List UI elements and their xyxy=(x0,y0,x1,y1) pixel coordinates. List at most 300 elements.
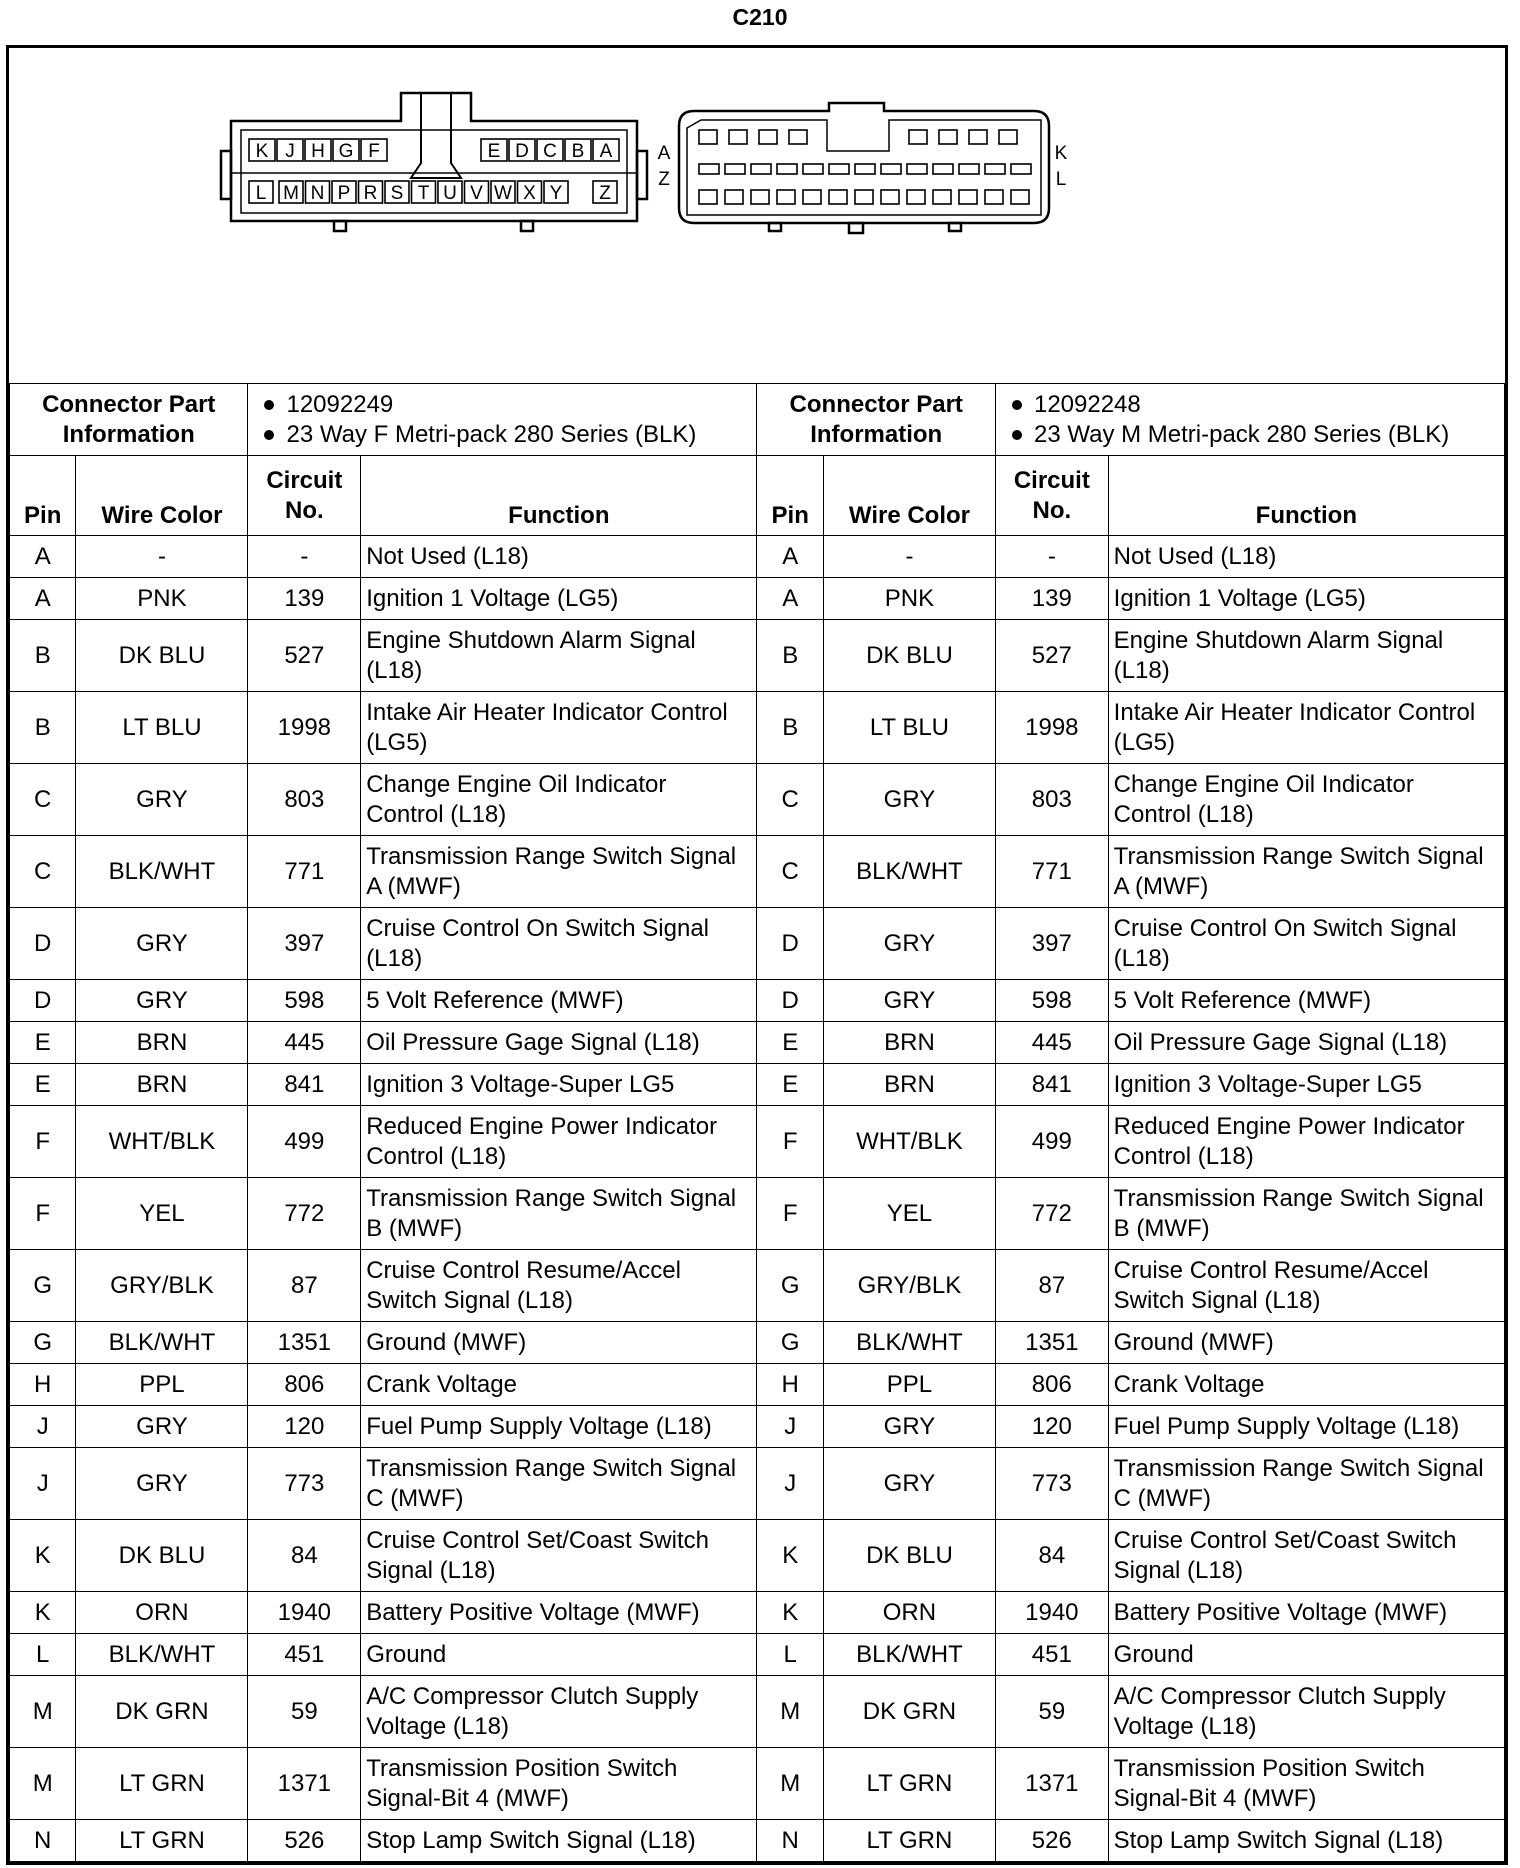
wire-color-cell: BRN xyxy=(823,1064,995,1106)
wire-color-cell: - xyxy=(76,536,248,578)
function-line: Crank Voltage xyxy=(1113,1370,1265,1398)
circuit-cell: 1351 xyxy=(995,1322,1108,1364)
header-pin: Pin xyxy=(10,456,76,536)
wire-color-cell: DK BLU xyxy=(823,1520,995,1592)
table-row xyxy=(10,1748,1505,1820)
function-line: Transmission Range Switch Signal xyxy=(366,842,737,870)
circuit-cell: 397 xyxy=(248,908,361,980)
circuit-cell: 526 xyxy=(248,1820,361,1862)
circuit-cell: 120 xyxy=(995,1406,1108,1448)
function-cell xyxy=(1108,1064,1504,1106)
wire-color-cell: DK BLU xyxy=(76,620,248,692)
pinout-table xyxy=(9,383,1505,1862)
function-line: Battery Positive Voltage (MWF) xyxy=(366,1598,700,1626)
function-line: Intake Air Heater Indicator Control xyxy=(1113,698,1476,726)
pin-cell: H xyxy=(757,1364,823,1406)
right-part-number: 12092248 xyxy=(1002,390,1498,420)
male-pin-cavity xyxy=(751,190,769,204)
wire-color-cell: PPL xyxy=(76,1364,248,1406)
circuit-cell: 451 xyxy=(248,1634,361,1676)
function-line: Ignition 1 Voltage (LG5) xyxy=(1113,584,1366,612)
function-cell xyxy=(1108,1406,1504,1448)
header-function: Function xyxy=(1108,456,1504,536)
function-line: A (MWF) xyxy=(366,872,461,900)
function-cell xyxy=(361,1064,757,1106)
pin-cell: D xyxy=(757,908,823,980)
pin-cell: B xyxy=(10,692,76,764)
female-pin-label: D xyxy=(515,141,529,162)
male-label-left-bottom: Z xyxy=(658,169,670,190)
function-cell xyxy=(1108,836,1504,908)
function-line: Transmission Range Switch Signal xyxy=(1113,1184,1484,1212)
circuit-cell: 772 xyxy=(248,1178,361,1250)
circuit-cell: 772 xyxy=(995,1178,1108,1250)
pin-cell: M xyxy=(10,1748,76,1820)
male-label-right-bottom: L xyxy=(1055,169,1067,190)
function-cell xyxy=(361,836,757,908)
female-pin-label: W xyxy=(494,183,512,204)
function-cell xyxy=(361,578,757,620)
function-line: A (MWF) xyxy=(1113,872,1209,900)
connector-info-row xyxy=(10,384,1505,456)
female-pin-label: G xyxy=(338,141,354,162)
wire-color-cell: BLK/WHT xyxy=(823,836,995,908)
function-cell xyxy=(1108,1250,1504,1322)
wire-color-cell: GRY xyxy=(823,1448,995,1520)
female-pin-label: F xyxy=(368,141,380,162)
table-row xyxy=(10,1820,1505,1862)
wire-color-cell: GRY xyxy=(76,1448,248,1520)
wire-color-cell: YEL xyxy=(823,1178,995,1250)
circuit-cell: - xyxy=(995,536,1108,578)
female-pin-label: Y xyxy=(549,183,563,204)
function-line: Signal-Bit 4 (MWF) xyxy=(1113,1784,1317,1812)
pin-cell: F xyxy=(757,1106,823,1178)
function-cell xyxy=(1108,1448,1504,1520)
female-pin-label: N xyxy=(310,183,325,204)
connector-frame xyxy=(6,45,1508,1865)
circuit-cell: 806 xyxy=(995,1364,1108,1406)
left-part-number: 12092249 xyxy=(254,390,750,420)
function-cell xyxy=(361,1178,757,1250)
function-line: (L18) xyxy=(366,656,423,684)
right-part-description: 23 Way M Metri-pack 280 Series (BLK) xyxy=(1002,420,1498,450)
function-cell xyxy=(361,1634,757,1676)
pin-cell: C xyxy=(10,836,76,908)
function-line: Battery Positive Voltage (MWF) xyxy=(1113,1598,1448,1626)
circuit-cell: 526 xyxy=(995,1820,1108,1862)
pin-cell: B xyxy=(757,620,823,692)
male-pin-cavity xyxy=(881,190,899,204)
female-pin-label: S xyxy=(390,183,404,204)
pin-cell: D xyxy=(10,980,76,1022)
function-cell xyxy=(1108,1820,1504,1862)
wire-color-cell: GRY/BLK xyxy=(823,1250,995,1322)
function-cell xyxy=(361,692,757,764)
male-pin-cavity xyxy=(1011,190,1029,204)
circuit-cell: 773 xyxy=(995,1448,1108,1520)
pin-cell: H xyxy=(10,1364,76,1406)
function-line: 5 Volt Reference (MWF) xyxy=(366,986,624,1014)
function-cell xyxy=(1108,1520,1504,1592)
pin-cell: M xyxy=(757,1748,823,1820)
male-pin-cavity xyxy=(699,190,717,204)
circuit-cell: 841 xyxy=(248,1064,361,1106)
header-wire-color: Wire Color xyxy=(823,456,995,536)
circuit-cell: 598 xyxy=(995,980,1108,1022)
wire-color-cell: PPL xyxy=(823,1364,995,1406)
header-circuit xyxy=(995,456,1108,536)
circuit-cell: 771 xyxy=(995,836,1108,908)
function-line: Crank Voltage xyxy=(366,1370,517,1398)
wire-color-cell: GRY xyxy=(76,980,248,1022)
function-line: 5 Volt Reference (MWF) xyxy=(1113,986,1372,1014)
function-line: Change Engine Oil Indicator xyxy=(366,770,667,798)
table-row xyxy=(10,908,1505,980)
function-line: (L18) xyxy=(366,944,423,972)
function-line: C (MWF) xyxy=(366,1484,464,1512)
wire-color-cell: YEL xyxy=(76,1178,248,1250)
function-line: Ignition 1 Voltage (LG5) xyxy=(366,584,619,612)
function-cell xyxy=(1108,980,1504,1022)
wire-color-cell: BRN xyxy=(823,1022,995,1064)
female-pin-label: J xyxy=(285,141,295,162)
circuit-cell: 120 xyxy=(248,1406,361,1448)
male-slot-cavity xyxy=(933,164,953,174)
wire-color-cell: LT GRN xyxy=(823,1820,995,1862)
circuit-cell: 84 xyxy=(248,1520,361,1592)
header-circuit-line1: Circuit xyxy=(1013,466,1090,494)
male-pin-cavity xyxy=(777,190,795,204)
function-line: Switch Signal (L18) xyxy=(1113,1286,1321,1314)
circuit-cell: 1351 xyxy=(248,1322,361,1364)
circuit-cell: 803 xyxy=(995,764,1108,836)
circuit-cell: 59 xyxy=(995,1676,1108,1748)
pin-cell: G xyxy=(10,1250,76,1322)
wire-color-cell: GRY xyxy=(823,764,995,836)
function-cell xyxy=(1108,692,1504,764)
pin-cell: E xyxy=(10,1064,76,1106)
function-cell xyxy=(1108,908,1504,980)
function-line: Voltage (L18) xyxy=(366,1712,509,1740)
wire-color-cell: PNK xyxy=(823,578,995,620)
pin-cell: K xyxy=(757,1592,823,1634)
function-line: Cruise Control Set/Coast Switch xyxy=(1113,1526,1457,1554)
connector-diagram xyxy=(9,48,1505,383)
function-cell xyxy=(361,1364,757,1406)
pin-cell: M xyxy=(10,1676,76,1748)
male-slot-cavity xyxy=(855,164,875,174)
table-row xyxy=(10,1064,1505,1106)
circuit-cell: 397 xyxy=(995,908,1108,980)
circuit-cell: 806 xyxy=(248,1364,361,1406)
left-part-info xyxy=(248,384,757,456)
pin-cell: N xyxy=(757,1820,823,1862)
circuit-cell: 445 xyxy=(995,1022,1108,1064)
wire-color-cell: ORN xyxy=(823,1592,995,1634)
male-slot-cavity xyxy=(907,164,927,174)
circuit-cell: 771 xyxy=(248,836,361,908)
female-pin-label: M xyxy=(283,183,299,204)
pin-cell: E xyxy=(757,1064,823,1106)
wire-color-cell: BLK/WHT xyxy=(76,1634,248,1676)
table-row xyxy=(10,1022,1505,1064)
circuit-cell: 499 xyxy=(248,1106,361,1178)
circuit-cell: 1371 xyxy=(995,1748,1108,1820)
circuit-cell: 87 xyxy=(995,1250,1108,1322)
function-line: Stop Lamp Switch Signal (L18) xyxy=(366,1826,696,1854)
female-pin-label: B xyxy=(571,141,585,162)
table-row xyxy=(10,1178,1505,1250)
pin-cell: C xyxy=(757,836,823,908)
function-line: (L18) xyxy=(1113,944,1170,972)
function-line: Fuel Pump Supply Voltage (L18) xyxy=(1113,1412,1460,1440)
function-line: A/C Compressor Clutch Supply xyxy=(1113,1682,1446,1710)
female-pin-label: E xyxy=(487,141,501,162)
function-line: Ground (MWF) xyxy=(366,1328,527,1356)
male-pin-cavity xyxy=(789,130,807,144)
female-pin-label: C xyxy=(543,141,557,162)
wire-color-cell: GRY xyxy=(823,908,995,980)
male-pin-cavity xyxy=(855,190,873,204)
male-pin-cavity xyxy=(907,190,925,204)
female-pin-label: P xyxy=(337,183,351,204)
function-line: Control (L18) xyxy=(366,800,507,828)
male-pin-cavity xyxy=(969,130,987,144)
male-pin-cavity xyxy=(699,130,717,144)
header-function: Function xyxy=(361,456,757,536)
pin-cell: J xyxy=(757,1448,823,1520)
pin-cell: A xyxy=(10,536,76,578)
female-bottom-pin-row xyxy=(249,181,617,204)
circuit-cell: 445 xyxy=(248,1022,361,1064)
wire-color-cell: GRY xyxy=(76,764,248,836)
function-line: (LG5) xyxy=(1113,728,1176,756)
male-pin-cavity xyxy=(985,190,1003,204)
function-cell xyxy=(361,620,757,692)
pin-cell: N xyxy=(10,1820,76,1862)
circuit-cell: 87 xyxy=(248,1250,361,1322)
circuit-cell: 803 xyxy=(248,764,361,836)
function-cell xyxy=(1108,620,1504,692)
function-line: Not Used (L18) xyxy=(1113,542,1277,570)
circuit-cell: 527 xyxy=(248,620,361,692)
table-row xyxy=(10,764,1505,836)
pin-cell: B xyxy=(757,692,823,764)
wire-color-cell: BLK/WHT xyxy=(823,1634,995,1676)
table-row xyxy=(10,536,1505,578)
wire-color-cell: ORN xyxy=(76,1592,248,1634)
circuit-cell: 451 xyxy=(995,1634,1108,1676)
function-cell xyxy=(1108,1676,1504,1748)
circuit-cell: 1998 xyxy=(995,692,1108,764)
function-cell xyxy=(361,1322,757,1364)
function-line: Ground (MWF) xyxy=(1113,1328,1274,1356)
function-cell xyxy=(1108,536,1504,578)
female-pin-label: Z xyxy=(599,183,611,204)
function-line: Oil Pressure Gage Signal (L18) xyxy=(366,1028,700,1056)
circuit-cell: 139 xyxy=(248,578,361,620)
male-pin-cavity xyxy=(939,130,957,144)
function-cell xyxy=(1108,1022,1504,1064)
male-pin-cavity xyxy=(999,130,1017,144)
left-info-label: Connector Part Information xyxy=(10,384,248,456)
female-pin-label: V xyxy=(470,183,483,204)
function-line: Fuel Pump Supply Voltage (L18) xyxy=(366,1412,712,1440)
function-line: Cruise Control On Switch Signal xyxy=(1113,914,1457,942)
function-cell xyxy=(361,1820,757,1862)
function-line: Ignition 3 Voltage-Super LG5 xyxy=(366,1070,675,1098)
female-top-pin-row xyxy=(249,139,619,162)
function-line: Control (L18) xyxy=(1113,800,1254,828)
male-pin-cavity xyxy=(959,190,977,204)
function-line: Intake Air Heater Indicator Control xyxy=(366,698,728,726)
table-row xyxy=(10,1406,1505,1448)
female-pin-label: R xyxy=(363,183,378,204)
function-cell xyxy=(1108,764,1504,836)
male-slot-cavity xyxy=(725,164,745,174)
wire-color-cell: LT GRN xyxy=(76,1748,248,1820)
male-slot-cavity xyxy=(959,164,979,174)
male-pin-cavity xyxy=(829,190,847,204)
male-pin-cavity xyxy=(729,130,747,144)
function-cell xyxy=(1108,1634,1504,1676)
function-line: Ignition 3 Voltage-Super LG5 xyxy=(1113,1070,1422,1098)
circuit-cell: 84 xyxy=(995,1520,1108,1592)
function-line: Cruise Control Resume/Accel xyxy=(1113,1256,1429,1284)
wire-color-cell: BLK/WHT xyxy=(823,1322,995,1364)
pin-cell: K xyxy=(10,1520,76,1592)
wire-color-cell: BLK/WHT xyxy=(76,836,248,908)
function-cell xyxy=(361,1676,757,1748)
circuit-cell: 1940 xyxy=(995,1592,1108,1634)
male-slot-cavity xyxy=(985,164,1005,174)
table-row xyxy=(10,836,1505,908)
male-pin-cavity xyxy=(933,190,951,204)
male-bottom-pin-row xyxy=(699,164,1031,204)
header-wire-color: Wire Color xyxy=(76,456,248,536)
right-part-info xyxy=(995,384,1504,456)
pin-cell: B xyxy=(10,620,76,692)
function-line: Change Engine Oil Indicator xyxy=(1113,770,1414,798)
function-line: Transmission Range Switch Signal xyxy=(1113,842,1484,870)
male-label-right-top: K xyxy=(1054,143,1068,164)
pin-cell: F xyxy=(10,1178,76,1250)
pin-cell: J xyxy=(10,1448,76,1520)
wire-color-cell: BRN xyxy=(76,1064,248,1106)
female-pin-label: H xyxy=(311,141,325,162)
pin-cell: F xyxy=(10,1106,76,1178)
circuit-cell: 527 xyxy=(995,620,1108,692)
function-line: (LG5) xyxy=(366,728,428,756)
pin-cell: K xyxy=(757,1520,823,1592)
male-connector xyxy=(679,103,1049,233)
function-line: Ground xyxy=(1113,1640,1194,1668)
table-row xyxy=(10,1448,1505,1520)
pin-cell: G xyxy=(10,1322,76,1364)
pin-cell: D xyxy=(10,908,76,980)
pin-cell: E xyxy=(757,1022,823,1064)
pin-cell: L xyxy=(10,1634,76,1676)
wire-color-cell: GRY xyxy=(76,908,248,980)
wire-color-cell: GRY xyxy=(823,980,995,1022)
header-circuit-line2: No. xyxy=(285,496,324,524)
circuit-cell: 1940 xyxy=(248,1592,361,1634)
female-pin-label: X xyxy=(523,183,536,204)
function-line: B (MWF) xyxy=(1113,1214,1210,1242)
function-cell xyxy=(1108,578,1504,620)
male-slot-cavity xyxy=(881,164,901,174)
pin-cell: M xyxy=(757,1676,823,1748)
function-line: Transmission Range Switch Signal xyxy=(1113,1454,1484,1482)
connector-title: C210 xyxy=(732,4,788,30)
function-line: Engine Shutdown Alarm Signal xyxy=(1113,626,1444,654)
female-pin-label: A xyxy=(599,141,613,162)
wire-color-cell: PNK xyxy=(76,578,248,620)
function-line: Signal-Bit 4 (MWF) xyxy=(366,1784,569,1812)
pin-cell: L xyxy=(757,1634,823,1676)
wire-color-cell: GRY xyxy=(76,1406,248,1448)
function-line: A/C Compressor Clutch Supply xyxy=(366,1682,699,1710)
pin-cell: G xyxy=(757,1322,823,1364)
table-row xyxy=(10,1592,1505,1634)
wire-color-cell: BLK/WHT xyxy=(76,1322,248,1364)
male-slot-cavity xyxy=(829,164,849,174)
pin-cell: A xyxy=(757,578,823,620)
header-pin: Pin xyxy=(757,456,823,536)
function-cell xyxy=(361,1592,757,1634)
left-part-description: 23 Way F Metri-pack 280 Series (BLK) xyxy=(254,420,750,450)
function-line: Ground xyxy=(366,1640,447,1668)
function-line: Transmission Range Switch Signal xyxy=(366,1184,737,1212)
function-line: Oil Pressure Gage Signal (L18) xyxy=(1113,1028,1448,1056)
function-cell xyxy=(1108,1178,1504,1250)
function-cell xyxy=(361,1022,757,1064)
female-pin-label: T xyxy=(417,183,430,204)
female-pin-label: U xyxy=(443,183,457,204)
pin-cell: J xyxy=(757,1406,823,1448)
circuit-cell: 1998 xyxy=(248,692,361,764)
function-line: Transmission Position Switch xyxy=(366,1754,678,1782)
table-row xyxy=(10,1250,1505,1322)
function-line: Cruise Control On Switch Signal xyxy=(366,914,709,942)
column-header-row xyxy=(10,456,1505,536)
header-circuit-line1: Circuit xyxy=(266,466,343,494)
pin-cell: A xyxy=(757,536,823,578)
wire-color-cell: WHT/BLK xyxy=(76,1106,248,1178)
pin-cell: F xyxy=(757,1178,823,1250)
function-cell xyxy=(1108,1364,1504,1406)
right-info-label: Connector Part Information xyxy=(757,384,995,456)
function-line: Signal (L18) xyxy=(366,1556,496,1584)
function-cell xyxy=(361,1250,757,1322)
wire-color-cell: LT GRN xyxy=(823,1748,995,1820)
pin-cell: D xyxy=(757,980,823,1022)
function-line: Not Used (L18) xyxy=(366,542,529,570)
function-line: Reduced Engine Power Indicator xyxy=(366,1112,718,1140)
wire-color-cell: DK BLU xyxy=(76,1520,248,1592)
pin-cell: K xyxy=(10,1592,76,1634)
male-pin-cavity xyxy=(759,130,777,144)
function-line: Voltage (L18) xyxy=(1113,1712,1257,1740)
table-row xyxy=(10,1676,1505,1748)
pin-cell: C xyxy=(10,764,76,836)
table-row xyxy=(10,1322,1505,1364)
header-circuit-line2: No. xyxy=(1032,496,1072,524)
male-pin-cavity xyxy=(725,190,743,204)
wire-color-cell: DK GRN xyxy=(823,1676,995,1748)
function-line: B (MWF) xyxy=(366,1214,463,1242)
